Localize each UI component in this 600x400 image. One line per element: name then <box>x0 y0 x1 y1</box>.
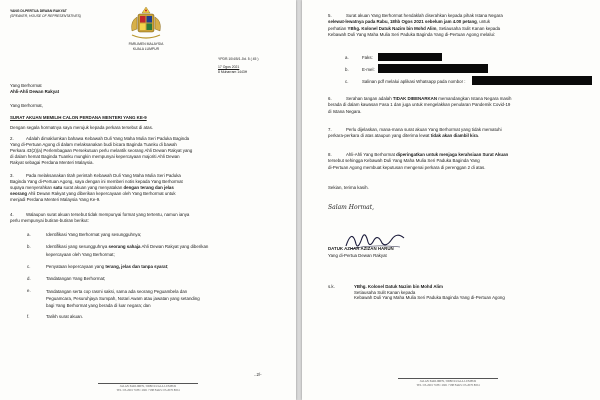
parliament-name: PARLIMEN MALAYSIA <box>128 42 164 46</box>
list-item-d: Tandatangan Yang Berhormat; <box>46 276 106 281</box>
list-marker: a. <box>27 232 31 237</box>
recipient-line2: Ahli-Ahli Dewan Rakyat <box>10 89 60 94</box>
list-marker: e. <box>27 288 31 293</box>
para2-line: Adalah dimaklumkan bahawa Kebawah Duli Yang Maha Mulia Seri Paduka Baginda <box>26 136 190 141</box>
letter-subject: SURAT AKUAN MEMILIH CALON PERDANA MENTERI YANG KE-9 <box>10 115 147 120</box>
closing-salutation: Salam Hormat, <box>328 204 375 211</box>
paragraph-8: Ahli-Ahli Yang Berhormat diperingatkan untuk menjaga kerahsiaan Surat Akuan tersebut sehingga Kebawah Duli Yang Maha Mulia Seri Paduka Baginda Yang di-Pertuan Agong membuat keputusan mengenai perkara di perenggan 2 di atas. <box>328 152 509 170</box>
greeting: Yang Berhormat, <box>10 103 43 108</box>
list-item-f: Tarikh surat akuan. <box>46 314 84 319</box>
hijri-date: 8 Muharram 1443H <box>218 70 248 74</box>
footer-address: JALAN PARLIMEN, 50680 KUALA LUMPUR TEL: 03-2601 7188 / 2601 7188 FAKS: 03-2070 8654 <box>416 379 480 387</box>
page-continuation-marker: ..2/- <box>254 372 262 377</box>
thanks: Sekian, terima kasih. <box>328 185 369 190</box>
parliament-crest-icon <box>122 5 170 41</box>
para4-line: Walaupun surat akuan tersebut tidak mempunyai format yang tertentu, namun ianya <box>26 212 190 217</box>
list-marker: d. <box>27 276 31 281</box>
list-item-a: Identifikasi Yang Berhormat yang sesungguhnya; <box>46 232 142 237</box>
redacted-email <box>378 64 488 73</box>
para5-number: 5. <box>328 13 332 18</box>
para4-number: 4. <box>10 212 14 217</box>
para2-line: Yang di-Pertuan Agong di dalam melaksanakan budi bicara Baginda Tuanku di bawah <box>10 141 177 147</box>
paragraph-6: Serahan tangan adalah TIDAK DIBENARKAN memandangkan Istana Negara masih berada di dalam kawasan Fasa 1 dan juga untuk mengelakkan penularan Pandemik Covid-19 di Istana Negara. <box>328 96 512 114</box>
speaker-header: YANG DI-PERTUA DEWAN RAKYAT <box>10 9 67 13</box>
list-item-c: Penyataan kepercayaan yang terang, jelas dan tanpa syarat; <box>46 264 169 269</box>
speaker-header-en: (SPEAKER, HOUSE OF REPRESENTATIVES) <box>10 14 82 18</box>
paragraph-2 <box>10 136 192 166</box>
intro-paragraph: Dengan segala hormatnya saya merujuk kepada perkara tersebut di atas. <box>10 125 154 130</box>
para3-line: Pada melaksanakan titah perintah Kebawah Duli Yang Maha Mulia Seri Paduka <box>26 173 181 178</box>
para3-line: menjadi Perdana Menteri Malaysia Yang Ke-9. <box>10 196 101 202</box>
list-item-e: Tandatangan serta cop rasmi saksi, sama ada seorang Peguambela dan Peguamcara, Pesuruhjaya Sumpah, Notari Awam atau jawatan yang setanding bagi Yang Berhormat yang berada di luar negara; dan <box>46 289 200 308</box>
paragraph-5: Surat akuan Yang Berhormat hendaklah diserahkan kepada pihak Istana Negara selewat-lewatnya pada Rabu, 18hb Ogos 2021 sebelum jam 4.00 petang, untuk perhatian YBhg. Kolonel Datuk Nazim bin Mohd Alim, Setiausaha Sulit Kanan kepada Kebawah Duli Yang Maha Mulia Seri Paduka Baginda Yang di-Pertuan Agong melalui: <box>328 13 503 37</box>
para4-line: perlu mempunyai butiran-butiran berikut: <box>10 217 89 223</box>
list-marker: c. <box>27 264 31 269</box>
cc-label: s.k. <box>328 284 335 289</box>
footer-address: JALAN PARLIMEN, 50680 KUALA LUMPUR TEL: 03-2601 7188 / 2601 7188 FAKS: 03-2070 8654 <box>116 384 180 392</box>
redacted-whatsapp <box>472 76 592 85</box>
recipient-line1: Yang Berhormat <box>10 83 42 88</box>
paragraph-4 <box>10 212 189 224</box>
parliament-city: KUALA LUMPUR <box>132 46 160 51</box>
list-marker: f. <box>27 314 30 319</box>
para6-number: 6. <box>328 96 332 101</box>
para2-line: Perkara 43(2)(a) Perlembagaan Persekutuan perlu melantik seorang Ahli Dewan Rakyat yang <box>10 147 193 153</box>
cc-recipient: YBhg. Kolonel Datuk Nazim bin Mohd Alim Setiausaha Sulit Kanan kepada Kebawah Duli Yang Maha Mulia Seri Paduka Baginda Yang di-Pertuan Agong <box>354 284 505 300</box>
para3-line-emphasis: seorang Ahli Dewan Rakyat yang diberikan kepercayaan oleh Yang Berhormat untuk <box>10 190 176 196</box>
list-marker: b. <box>27 244 31 249</box>
para2-line: Rakyat sebagai Perdana Menteri Malaysia. <box>10 159 94 165</box>
email-label: E-mel: <box>362 67 375 72</box>
para8-number: 8. <box>328 152 332 157</box>
paragraph-3 <box>10 173 183 203</box>
para2-line: di dalam hemat Baginda Tuanku mungkin mempunyai kepercayaan majoriti Ahli Dewan <box>10 153 180 159</box>
redacted-fax <box>378 53 442 61</box>
signatory-name: DATUK AZHAR AZIZAN HARUN <box>328 246 394 251</box>
reference-number: YPDR.10/4/5/1 Jld. 5 ( 45 ) <box>218 57 259 61</box>
para2-number: 2. <box>10 136 14 141</box>
paragraph-7: Perlu dijelaskan, mana-mana surat akuan Yang Berhormat yang tidak mematuhi perkara-perkara di atas ataupun yang diterima lewat tidak akan diambil kira. <box>328 127 502 139</box>
whatsapp-label: Salinan pdf melalui aplikasi Whatsapp pada nombor : <box>362 79 466 84</box>
letter-date: 17 Ogos 2021 <box>218 65 240 69</box>
para3-number: 3. <box>10 173 14 178</box>
para3-line-emphasis: supaya menyerahkan satu surat akuan yang menyatakan dengan terang dan jelas <box>10 184 174 190</box>
letter-page-1 <box>0 0 296 400</box>
contact-marker: a. <box>345 55 349 60</box>
fax-label: Faks: <box>362 55 373 60</box>
letter-page-2 <box>302 0 600 400</box>
para3-line: Baginda Yang di-Pertuan Agong, saya dengan ini memberi notis kepada Yang Berhormat <box>10 178 183 184</box>
contact-marker: c. <box>345 79 349 84</box>
contact-marker: b. <box>345 67 349 72</box>
para7-number: 7. <box>328 127 332 132</box>
signatory-title: Yang di-Pertua Dewan Rakyat <box>328 253 387 258</box>
list-item-b: Identifikasi yang sesungguhnya seorang sahaja Ahli Dewan Rakyat yang diberikan kepercayaan oleh Yang Berhormat; <box>46 244 209 257</box>
